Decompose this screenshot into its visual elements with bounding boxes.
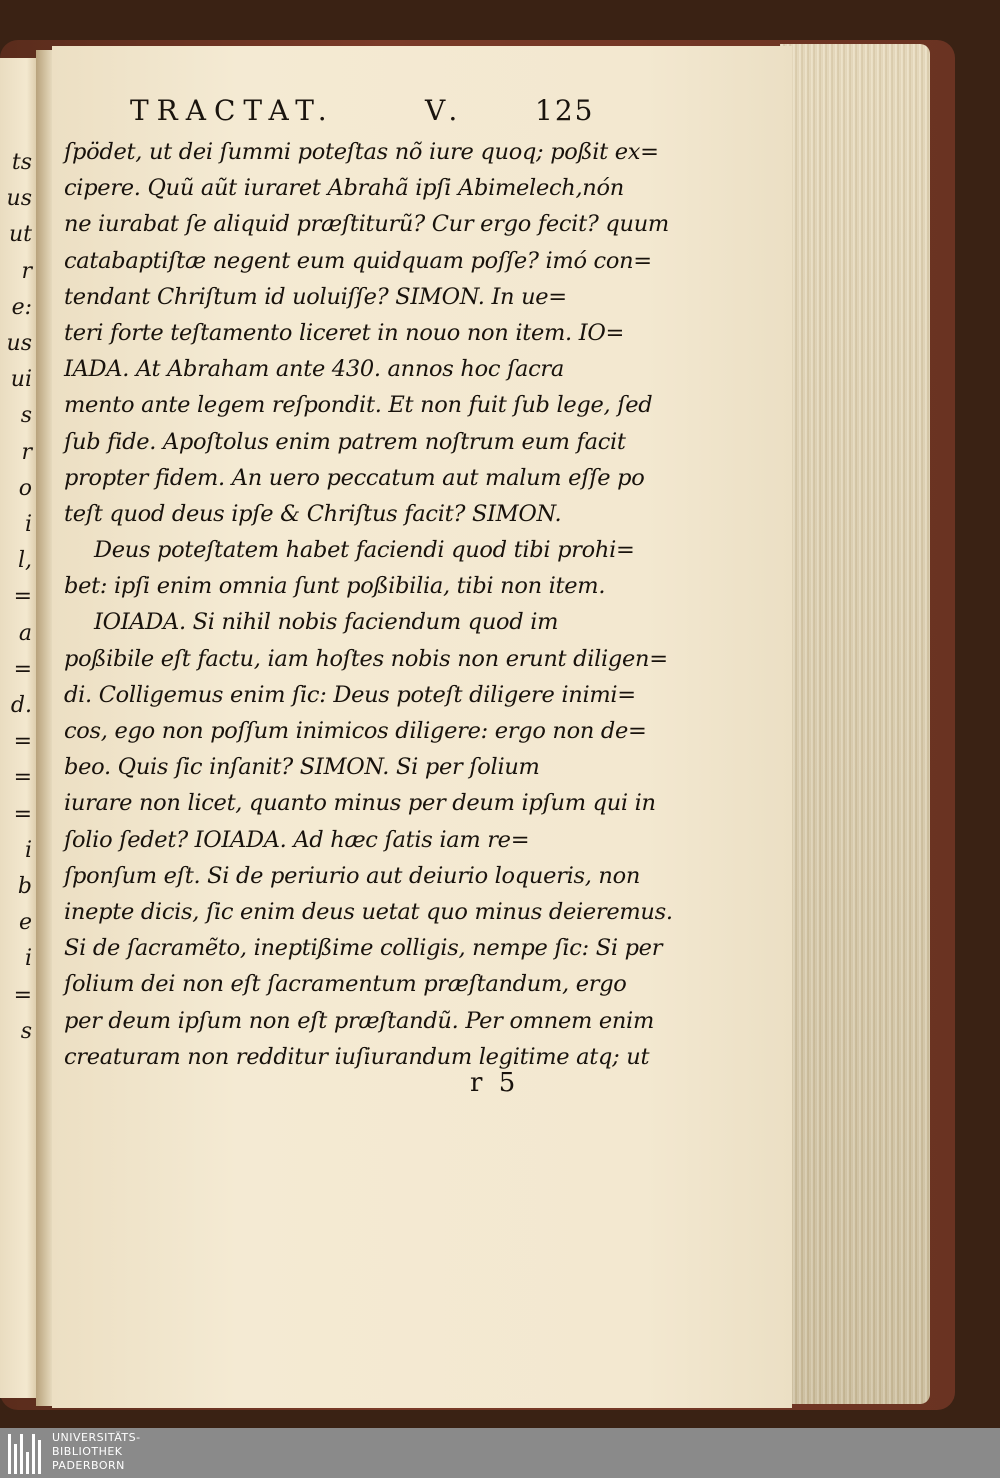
left-page-fragment: ts — [11, 150, 32, 175]
text-line: cipere. Quũ aũt iuraret Abrahã ipſi Abimelech,nón — [64, 175, 624, 202]
left-page-fragment: s — [20, 403, 32, 429]
left-page-fragment: = — [13, 765, 32, 791]
left-page-fragment: l, — [17, 548, 32, 574]
left-page-fragment: e: — [11, 294, 32, 320]
left-page-fragment: us — [6, 186, 32, 212]
text-line: catabaptiſtæ negent eum quidquam poſſe? imó con= — [64, 247, 652, 274]
page-number: 125 — [535, 94, 595, 127]
text-line: IOIADA. Si nihil nobis faciendum quod im — [94, 609, 559, 636]
text-line: ſub fide. Apoſtolus enim patrem noſtrum eum facit — [64, 428, 626, 455]
text-line: cos, ego non poſſum inimicos diligere: ergo non de= — [64, 718, 647, 744]
library-name-line1: UNIVERSITÄTS- — [52, 1431, 141, 1444]
left-page-fragment: r — [21, 439, 32, 465]
text-line: teri forte teſtamento liceret in nouo non item. IO= — [64, 319, 625, 346]
text-line: ſolium dei non eſt ſacramentum præſtandum, ergo — [64, 971, 627, 998]
text-line: poßibile eſt factu, iam hoſtes nobis non erunt diligen= — [64, 645, 668, 672]
library-name-line3: PADERBORN — [52, 1459, 125, 1472]
left-page-fragment: a — [18, 620, 32, 646]
left-page-fragment: ui — [10, 367, 32, 393]
text-line: Deus poteſtatem habet faciendi quod tibi prohi= — [94, 537, 635, 564]
library-name — [52, 1431, 141, 1473]
text-line: Si de ſacramẽto, ineptißime colligis, nempe ſic: Si per — [64, 935, 663, 962]
text-line: beo. Quis ſic inſanit? SIMON. Si per ſolium — [64, 754, 540, 781]
running-head-title: TRACTAT. — [130, 94, 335, 127]
text-line: bet: ipſi enim omnia ſunt poßibilia, tibi non item. — [64, 573, 606, 600]
left-facing-page — [0, 58, 38, 1398]
text-line: tendant Chriſtum id uoluiſſe? SIMON. In ue= — [64, 283, 567, 310]
text-line: iurare non licet, quanto minus per deum ipſum qui in — [64, 790, 656, 817]
text-line: teſt quod deus ipſe & Chriſtus facit? SIMON. — [64, 500, 562, 527]
text-line: ne iurabat ſe aliquid præſtiturũ? Cur ergo fecit? quum — [64, 211, 669, 238]
text-line: per deum ipſum non eſt præſtandũ. Per omnem enim — [64, 1007, 654, 1034]
body-text — [64, 134, 673, 1075]
library-name-line2: BIBLIOTHEK — [52, 1445, 123, 1458]
text-line: mento ante legem reſpondit. Et non fuit ſub lege, ſed — [64, 392, 653, 419]
running-head — [130, 94, 600, 134]
text-line: inepte dicis, ſic enim deus uetat quo minus deieremus. — [64, 898, 673, 925]
text-line: ſolio ſedet? IOIADA. Ad hæc ſatis iam re= — [64, 826, 530, 853]
running-head-number: V. — [425, 94, 466, 127]
left-page-fragment: o — [18, 475, 32, 501]
left-page-fragment: us — [6, 331, 32, 356]
left-page-fragment: = — [13, 982, 32, 1008]
signature-mark: r 5 — [470, 1068, 520, 1098]
library-footer — [0, 1428, 1000, 1478]
left-page-fragment: s — [20, 1018, 32, 1044]
left-page-fragment: r — [21, 258, 32, 284]
left-page-fragment: = — [13, 801, 32, 827]
left-page-fragment: b — [17, 874, 32, 899]
left-page-fragment: i — [24, 512, 32, 537]
left-page-fragment: ut — [8, 222, 32, 248]
text-line: propter fidem. An uero peccatum aut malum eſſe po — [64, 464, 645, 491]
left-page-fragment: = — [13, 729, 32, 755]
left-page-fragment: i — [24, 837, 32, 863]
text-line: ſponſum eſt. Si de periurio aut deiurio loqueris, non — [64, 862, 641, 889]
text-line: ſpödet, ut dei ſummi poteſtas nõ iure quoq; poßit ex= — [64, 139, 659, 165]
fore-edge-shade — [780, 44, 930, 1404]
left-page-fragment: i — [24, 946, 32, 972]
text-line: creaturam non redditur iuſiurandum legitime atq; ut — [64, 1043, 650, 1070]
left-page-fragment: d. — [10, 693, 32, 718]
left-page-fragment: e — [18, 910, 32, 936]
left-page-fragment: = — [13, 584, 32, 610]
left-page-fragment: = — [13, 656, 32, 682]
text-line: di. Colligemus enim ſic: Deus poteſt diligere inimi= — [64, 681, 636, 708]
text-line: IADA. At Abraham ante 430. annos hoc ſacra — [64, 356, 565, 383]
library-logo-icon — [6, 1432, 44, 1474]
